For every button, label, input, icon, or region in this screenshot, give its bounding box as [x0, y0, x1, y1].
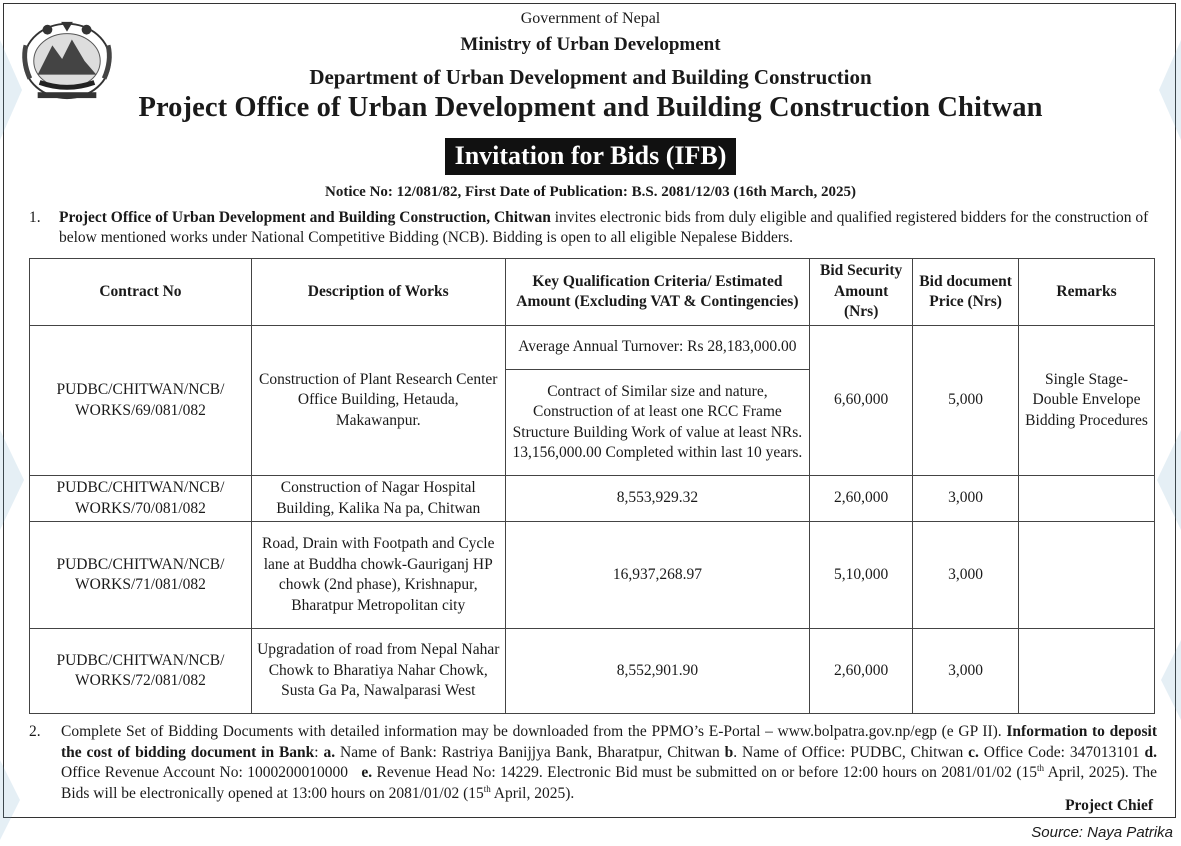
- bids-table: [29, 258, 1155, 714]
- criteria-similar-work-cell: Contract of Similar size and nature, Construction of at least one RCC Frame Structure Building Work of value at least NRs. 13,156,000.00 Completed within last 10 years.: [505, 370, 810, 476]
- paragraph-number: 1.: [29, 209, 41, 226]
- contract-no-cell: PUDBC/CHITWAN/NCB/ WORKS/71/081/082: [30, 522, 252, 629]
- remarks-cell: Single Stage-Double Envelope Bidding Procedures: [1019, 326, 1155, 476]
- paragraph-1: [29, 208, 1165, 247]
- table-row: [30, 522, 1155, 629]
- table-header-row: [30, 259, 1155, 326]
- paragraph-1-text: invites electronic bids from duly eligible and qualified registered bidders for the construction of below mentioned works under National Competitive Bidding (NCB). Bidding is open to all eligible Nepalese Bidders.: [59, 209, 1149, 246]
- estimated-amount-cell: 16,937,268.97: [505, 522, 810, 629]
- government-line: Government of Nepal: [520, 10, 661, 27]
- text-run: April, 2025).: [490, 784, 575, 802]
- bid-security-cell: 5,10,000: [810, 522, 913, 629]
- paragraph-number: 2.: [29, 723, 41, 740]
- column-header: Key Qualification Criteria/ Estimated Amount (Excluding VAT & Contingencies): [505, 259, 810, 326]
- signature: Project Chief: [1065, 797, 1153, 814]
- text-run: Name of Bank: Rastriya Banijjya Bank, Bharatpur, Chitwan: [335, 743, 725, 761]
- description-cell: Road, Drain with Footpath and Cycle lane at Buddha chowk-Gauriganj HP chowk (2nd phase), Krishnapur, Bharatpur Metropolitan city: [251, 522, 505, 629]
- remarks-cell: [1019, 522, 1155, 629]
- list-marker: d.: [1144, 743, 1158, 761]
- text-run: Office Revenue Account No: 1000200010000: [61, 743, 1161, 781]
- bid-security-cell: 2,60,000: [810, 629, 913, 714]
- list-marker: b: [724, 743, 734, 761]
- remarks-cell: [1019, 476, 1155, 522]
- document-price-cell: 3,000: [913, 522, 1019, 629]
- table-row: [30, 629, 1155, 714]
- text-run: Office Code: 347013101: [978, 743, 1145, 761]
- table-row: [30, 326, 1155, 370]
- description-cell: Construction of Plant Research Center Office Building, Hetauda, Makawanpur.: [251, 326, 505, 476]
- column-header: Bid document Price (Nrs): [913, 259, 1019, 326]
- ministry-line: Ministry of Urban Development: [460, 34, 721, 55]
- text-run: . Name of Office: PUDBC, Chitwan: [733, 743, 969, 761]
- contract-no-cell: PUDBC/CHITWAN/NCB/ WORKS/69/081/082: [30, 326, 252, 476]
- bank-info-heading: Information to deposit the cost of bidding document in Bank: [61, 723, 1157, 761]
- list-marker: c.: [968, 743, 979, 761]
- description-cell: Construction of Nagar Hospital Building, Kalika Na pa, Chitwan: [251, 476, 505, 522]
- document-price-cell: 5,000: [913, 326, 1019, 476]
- page-title: Invitation for Bids (IFB): [445, 138, 737, 175]
- text-run: :: [314, 743, 324, 761]
- bid-security-cell: 6,60,000: [810, 326, 913, 476]
- text-run: April, 2025). The Bids will be electronically opened at 13:00 hours on 2081/01/02 (15: [61, 764, 1158, 802]
- criteria-turnover-cell: Average Annual Turnover: Rs 28,183,000.00: [505, 326, 810, 370]
- table-row: [30, 476, 1155, 522]
- text-run: Complete Set of Bidding Documents with detailed information may be downloaded from the PPMO’s E-Portal – www.bolpatra.gov.np/egp (e GP II).: [61, 723, 1007, 740]
- bid-security-cell: 2,60,000: [810, 476, 913, 522]
- contract-no-cell: PUDBC/CHITWAN/NCB/ WORKS/70/081/082: [30, 476, 252, 522]
- document-price-cell: 3,000: [913, 629, 1019, 714]
- description-cell: Upgradation of road from Nepal Nahar Chowk to Bharatiya Nahar Chowk, Susta Ga Pa, Nawalparasi West: [251, 629, 505, 714]
- remarks-cell: [1019, 629, 1155, 714]
- contract-no-cell: PUDBC/CHITWAN/NCB/ WORKS/72/081/082: [30, 629, 252, 714]
- column-header: Remarks: [1019, 259, 1155, 326]
- column-header: Description of Works: [251, 259, 505, 326]
- paragraph-2: [29, 722, 1161, 804]
- office-name-bold: Project Office of Urban Development and Building Construction, Chitwan: [59, 209, 551, 226]
- list-marker: e.: [361, 764, 373, 781]
- ordinal-suffix: th: [483, 783, 491, 794]
- ordinal-suffix: th: [1037, 762, 1045, 773]
- notice-frame: [3, 3, 1176, 818]
- estimated-amount-cell: 8,552,901.90: [505, 629, 810, 714]
- list-marker: a.: [323, 743, 336, 761]
- column-header: Bid Security Amount (Nrs): [810, 259, 913, 326]
- department-line: Department of Urban Development and Building Construction: [309, 65, 872, 89]
- office-line: Project Office of Urban Development and Building Construction Chitwan: [138, 92, 1043, 123]
- document-price-cell: 3,000: [913, 476, 1019, 522]
- source-credit: Source: Naya Patrika: [1031, 824, 1173, 841]
- text-run: Revenue Head No: 14229. Electronic Bid must be submitted on or before 12:00 hours on 2081/01/02 (15: [372, 764, 1038, 781]
- notice-line: Notice No: 12/081/82, First Date of Publication: B.S. 2081/12/03 (16th March, 2025): [325, 184, 856, 200]
- estimated-amount-cell: 8,553,929.32: [505, 476, 810, 522]
- column-header: Contract No: [30, 259, 252, 326]
